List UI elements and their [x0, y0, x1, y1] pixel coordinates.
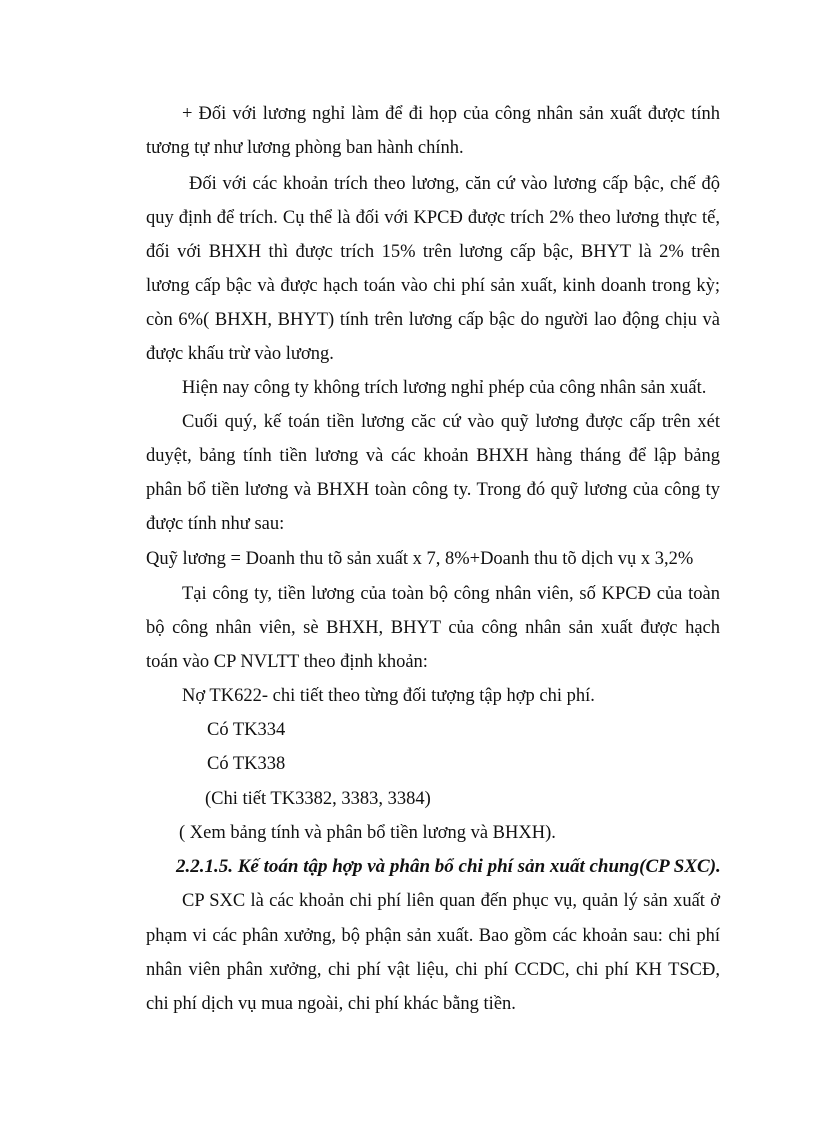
paragraph-2-line-3: đối với BHXH thì được trích 15% trên lương cấp bậc, BHYT là 2% trên [146, 242, 720, 262]
section-heading: 2.2.1.5. Kế toán tập hợp và phân bổ chi phí sản xuất chung(CP SXC). [176, 856, 721, 877]
paragraph-2-line-5: còn 6%( BHXH, BHYT) tính trên lương cấp bậc do người lao động chịu và [146, 310, 720, 330]
paragraph-1-line-1: + Đối với lương nghỉ làm để đi họp của công nhân sản xuất được tính [182, 104, 720, 124]
paragraph-1-line-2: tương tự như lương phòng ban hành chính. [146, 138, 464, 158]
paragraph-4-line-1: Cuối quý, kế toán tiền lương căc cứ vào quỹ lương được cấp trên xét [182, 412, 720, 432]
paragraph-5-line-2: bộ công nhân viên, sè BHXH, BHYT của công nhân sản xuất được hạch [146, 618, 720, 638]
paragraph-4-line-3: phân bổ tiền lương và BHXH toàn công ty. Trong đó quỹ lương của công ty [146, 480, 720, 500]
paragraph-6-line-2: phạm vi các phân xưởng, bộ phận sản xuất. Bao gồm các khoản sau: chi phí [146, 926, 720, 946]
entry-detail-line: (Chi tiết TK3382, 3383, 3384) [205, 789, 431, 809]
paragraph-5-line-1: Tại công ty, tiền lương của toàn bộ công nhân viên, số KPCĐ của toàn [182, 584, 720, 604]
entry-credit-line-1: Có TK334 [207, 720, 286, 740]
paragraph-3-line-1: Hiện nay công ty không trích lương nghỉ phép của công nhân sản xuất. [182, 378, 707, 398]
entry-credit-line-2: Có TK338 [207, 754, 286, 774]
salary-fund-formula: Quỹ lương = Doanh thu tõ sản xuất x 7, 8%+Doanh thu tõ dịch vụ x 3,2% [146, 549, 694, 569]
paragraph-6-line-4: chi phí dịch vụ mua ngoài, chi phí khác bằng tiền. [146, 994, 516, 1014]
paragraph-2-line-1: Đối với các khoản trích theo lương, căn cứ vào lương cấp bậc, chế độ [189, 174, 720, 194]
entry-debit-line: Nợ TK622- chi tiết theo từng đối tượng tập hợp chi phí. [182, 686, 595, 706]
paragraph-4-line-4: được tính như sau: [146, 514, 285, 534]
paragraph-6-line-3: nhân viên phân xưởng, chi phí vật liệu, chi phí CCDC, chi phí KH TSCĐ, [146, 960, 720, 980]
paragraph-2-line-2: quy định để trích. Cụ thể là đối với KPCĐ được trích 2% theo lương thực tế, [146, 208, 720, 228]
entry-note-line: ( Xem bảng tính và phân bổ tiền lương và BHXH). [179, 823, 556, 843]
paragraph-4-line-2: duyệt, bảng tính tiền lương và các khoản BHXH hàng tháng để lập bảng [146, 446, 720, 466]
paragraph-2-line-6: được khấu trừ vào lương. [146, 344, 334, 364]
paragraph-5-line-3: toán vào CP NVLTT theo định khoản: [146, 652, 428, 672]
paragraph-6-line-1: CP SXC là các khoản chi phí liên quan đến phục vụ, quản lý sản xuất ở [182, 891, 720, 911]
paragraph-2-line-4: lương cấp bậc và được hạch toán vào chi phí sản xuất, kinh doanh trong kỳ; [146, 276, 720, 296]
